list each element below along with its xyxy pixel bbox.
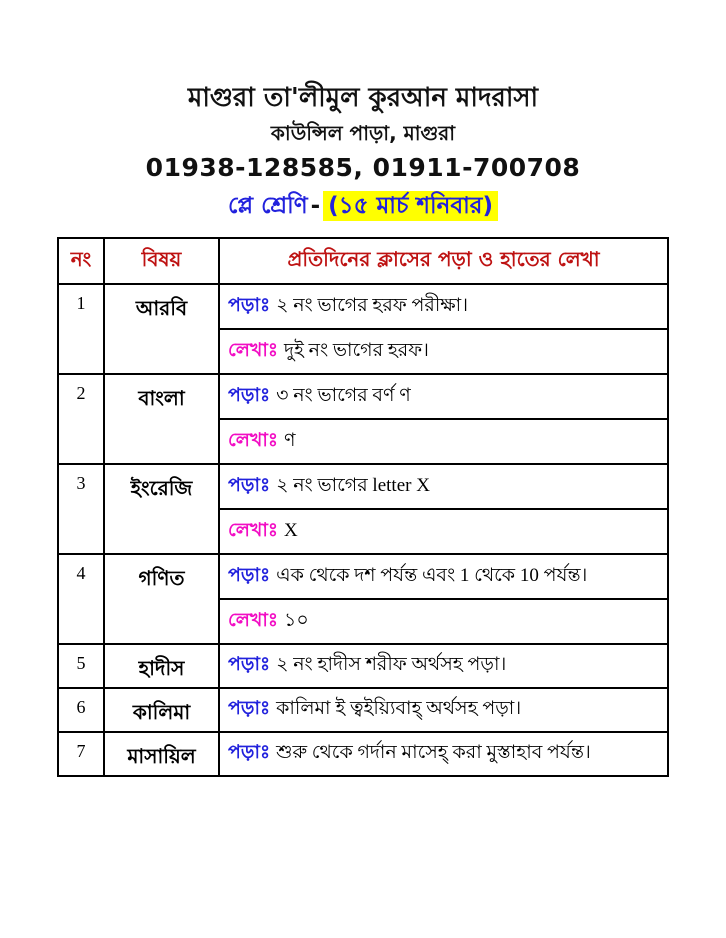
row-number: 4 [58,554,104,644]
school-name: মাগুরা তা'লীমুল কুরআন মাদরাসা [187,83,539,113]
pora-label: পড়াঃ [228,293,271,316]
table-row [58,284,668,329]
pora-label: পড়াঃ [228,741,271,763]
lekha-cell [219,599,668,644]
pora-label: পড়াঃ [228,383,271,406]
school-address: কাউন্সিল পাড়া, মাগুরা [270,121,456,145]
subject-name: গণিত [104,554,219,644]
col-header-lesson: প্রতিদিনের ক্লাসের পড়া ও হাতের লেখা [219,238,668,284]
pora-cell [219,644,668,688]
table-row [58,688,668,732]
subject-name: ইংরেজি [104,464,219,554]
pora-text: ৩ নং ভাগের বর্ণ ণ [276,384,411,406]
pora-cell [219,554,668,599]
col-header-no: নং [58,238,104,284]
masthead [0,80,726,226]
table-row [58,464,668,509]
lekha-text: দুই নং ভাগের হরফ। [283,339,429,361]
row-number: 1 [58,284,104,374]
lekha-label: লেখাঃ [228,518,278,541]
lekha-text: ণ [283,429,296,451]
lekha-label: লেখাঃ [228,428,278,451]
pora-text: ২ নং ভাগের letter X [276,474,430,496]
pora-cell [219,464,668,509]
date-highlight: (১৫ মার্চ শনিবার) [323,191,498,221]
pora-label: পড়াঃ [228,473,271,496]
pora-cell [219,732,668,776]
pora-label: পড়াঃ [228,697,271,719]
subject-name: আরবি [104,284,219,374]
row-number: 5 [58,644,104,688]
lekha-label: লেখাঃ [228,608,278,631]
phone-numbers: 01938-128585, 01911-700708 [145,153,581,182]
class-date-line [0,186,726,226]
table-row [58,644,668,688]
row-number: 6 [58,688,104,732]
table-row [58,732,668,776]
subject-name: হাদীস [104,644,219,688]
subject-name: বাংলা [104,374,219,464]
pora-text: ২ নং হাদীস শরীফ অর্থসহ পড়া। [276,654,507,675]
pora-label: পড়াঃ [228,563,271,586]
lekha-text: ১০ [283,609,309,631]
pora-label: পড়াঃ [228,653,271,675]
row-number: 3 [58,464,104,554]
class-name: প্লে শ্রেণি [228,193,308,219]
row-number: 2 [58,374,104,464]
pora-cell [219,688,668,732]
lekha-text: X [283,519,298,541]
table-row [58,374,668,419]
pora-text: এক থেকে দশ পর্যন্ত এবং 1 থেকে 10 পর্যন্ত। [276,564,588,586]
pora-text: কালিমা ই ত্বইয়্যিবাহ্ অর্থসহ পড়া। [276,698,522,719]
table-header-row [58,238,668,284]
lekha-cell [219,509,668,554]
table-row [58,554,668,599]
separator: - [310,193,321,219]
pora-cell [219,374,668,419]
pora-cell [219,284,668,329]
lekha-cell [219,329,668,374]
row-number: 7 [58,732,104,776]
schedule-table [57,237,669,777]
lekha-label: লেখাঃ [228,338,278,361]
subject-name: মাসায়িল [104,732,219,776]
subject-name: কালিমা [104,688,219,732]
pora-text: শুরু থেকে গর্দান মাসেহ্ করা মুস্তাহাব পর্যন্ত। [276,742,591,763]
col-header-subject: বিষয় [104,238,219,284]
lekha-cell [219,419,668,464]
pora-text: ২ নং ভাগের হরফ পরীক্ষা। [276,294,468,316]
